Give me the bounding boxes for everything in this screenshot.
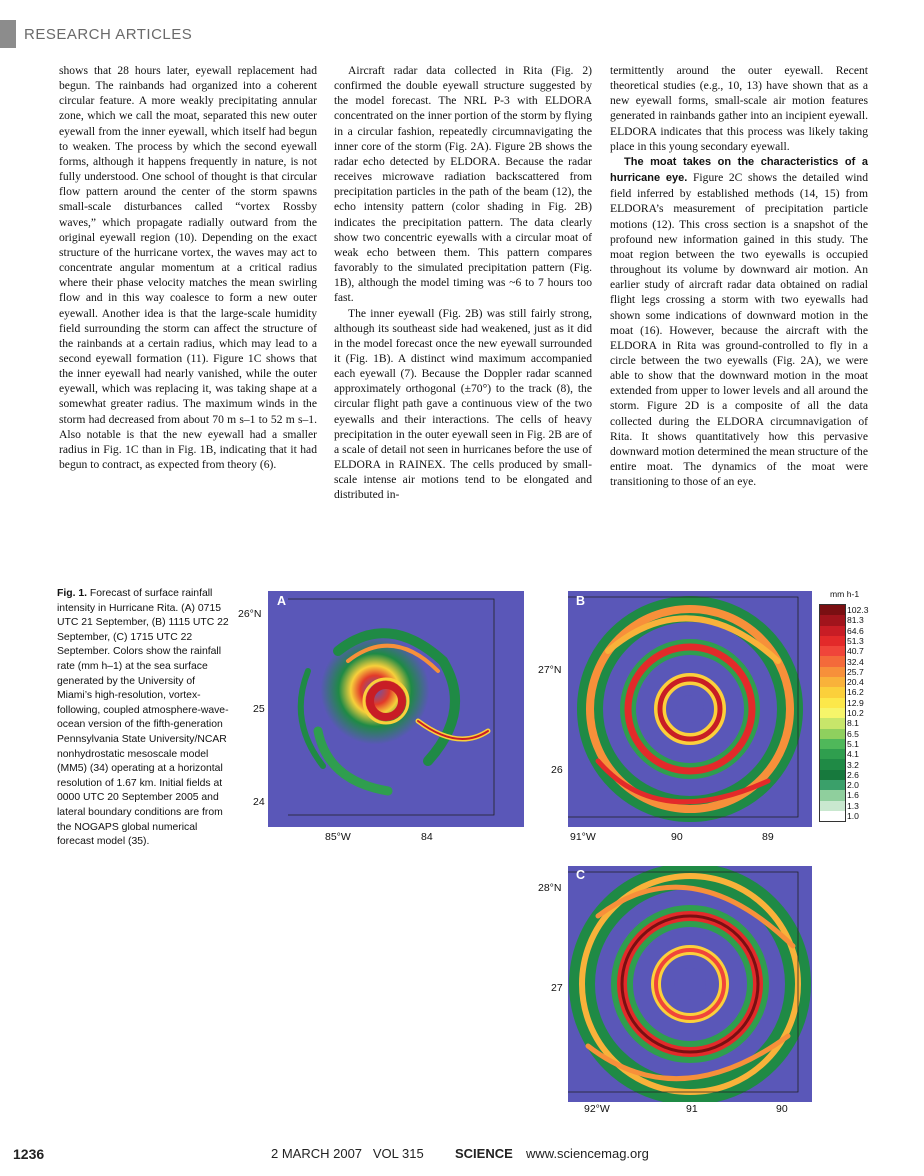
figure-caption-text: Forecast of surface rainfall intensity in Hurricane Rita. (A) 0715 UTC 21 September, (B) 1115 UTC 22 September, (C) 1715 UTC 22 September. Colors show the rainfall rate (mm h–1) at the sea surface generated by the University of Miami’s high-resolution, vortex-following, coupled atmosphere-wave-ocean version of the fifth-generation Pennsylvania State University/NCAR nonhydrostatic mesoscale model (MM5) (34) operating at a horizontal resolution of 1.67 km. Initial fields at 0000 UTC 20 September 2005 and lateral boundary conditions are from the NOGAPS global numerical forecast model (35). bbox=[57, 588, 229, 848]
lon-label: 89 bbox=[762, 831, 774, 843]
journal-url: www.sciencemag.org bbox=[526, 1146, 649, 1161]
paragraph-lead bbox=[610, 154, 868, 489]
colorbar-level-label: 3.2 bbox=[847, 759, 859, 770]
journal-name: SCIENCE bbox=[455, 1146, 513, 1161]
text-column-3 bbox=[610, 63, 868, 489]
lat-label: 28°N bbox=[538, 882, 562, 894]
colorbar-swatch bbox=[820, 801, 845, 811]
lat-label: 24 bbox=[253, 796, 265, 808]
colorbar-swatch bbox=[820, 626, 845, 636]
colorbar bbox=[820, 605, 845, 821]
lead-in: The moat takes on the characteristics of a hurricane eye. bbox=[610, 155, 868, 185]
section-marker bbox=[0, 20, 16, 48]
colorbar-swatch bbox=[820, 698, 845, 708]
colorbar-level-label: 102.3 bbox=[847, 605, 869, 615]
paragraph-body: Figure 2C shows the detailed wind field inferred by established methods (14, 15) from ELDORA’s measurement of precipitation particle motions (12). This cross section is a snapshot of the profound new information gained in this study. The moat region between the two eyewalls is occupied throughout its volume by downward air motion. An earlier study of aircraft radar data obtained on radial flight legs crossing a storm with two eyewalls had shown some indications of downward motion in the moat (16). However, because the aircraft with the ELDORA in Rita was ground-controlled to fly in a circle between the two eyewalls (Fig. 2A), we were able to show that the downward motion in the moat extended from upper to lower levels and all around the storm. Figure 2D is a composite of all the data collected during the ELDORA circumnavigation of Rita. It shows quantitatively how this pervasive downward motion determined the mean structure of the entire moat. The dynamics of the moat were transitioning to those of an eye. bbox=[610, 171, 869, 489]
colorbar-swatch bbox=[820, 646, 845, 656]
text-column-1 bbox=[59, 63, 317, 472]
colorbar-level-label: 64.6 bbox=[847, 625, 864, 636]
lat-label: 27 bbox=[551, 982, 563, 994]
colorbar-level-label: 2.6 bbox=[847, 769, 859, 780]
colorbar-swatch bbox=[820, 687, 845, 697]
colorbar-level-label: 12.9 bbox=[847, 697, 864, 708]
colorbar-level-label: 25.7 bbox=[847, 666, 864, 677]
colorbar-level-label: 81.3 bbox=[847, 615, 864, 626]
colorbar-level-label: 1.0 bbox=[847, 811, 859, 821]
colorbar-swatch bbox=[820, 605, 845, 615]
colorbar-swatch bbox=[820, 667, 845, 677]
colorbar-swatch bbox=[820, 790, 845, 800]
rainfall-map-a bbox=[268, 591, 524, 827]
colorbar-swatch bbox=[820, 749, 845, 759]
lon-label: 90 bbox=[776, 1103, 788, 1115]
figure-caption bbox=[57, 587, 229, 850]
lon-label: 85°W bbox=[325, 831, 351, 843]
panel-label-a: A bbox=[277, 594, 287, 608]
text-column-2 bbox=[334, 63, 592, 503]
colorbar-level-label: 2.0 bbox=[847, 780, 859, 791]
lon-label: 91 bbox=[686, 1103, 698, 1115]
lat-label: 25 bbox=[253, 703, 265, 715]
rainfall-map-b bbox=[568, 591, 812, 827]
colorbar-swatch bbox=[820, 759, 845, 769]
rainfall-map-c bbox=[568, 866, 812, 1102]
lon-label: 92°W bbox=[584, 1103, 610, 1115]
figure-panel-b bbox=[568, 591, 812, 827]
lon-label: 91°W bbox=[570, 831, 596, 843]
lon-label: 84 bbox=[421, 831, 433, 843]
page-number: 1236 bbox=[13, 1146, 45, 1162]
lon-label: 90 bbox=[671, 831, 683, 843]
colorbar-swatch bbox=[820, 656, 845, 666]
colorbar-level-label: 6.5 bbox=[847, 728, 859, 739]
lat-label: 26°N bbox=[238, 608, 262, 620]
colorbar-level-label: 1.6 bbox=[847, 790, 859, 801]
colorbar-swatch bbox=[820, 615, 845, 625]
colorbar-level-label: 32.4 bbox=[847, 656, 864, 667]
paragraph: Aircraft radar data collected in Rita (Fig. 2) confirmed the double eyewall structure suggested by the model forecast. The NRL P-3 with ELDORA concentrated on the inner portion of the storm by flying in a circular fashion, repeatedly circumnavigating the inner core of the storm (Fig. 2A). Figure 2B shows the radar echo detected by ELDORA. Because the radar receives microwave radiation backscattered from precipitation particles in the path of the beam (12), the echo intensity pattern (color shading in Fig. 2B) indicates the precipitation pattern. The data clearly show two concentric eyewalls with a circular moat of weak echo between them. This pattern compares favorably to the simulated precipitation pattern (Fig. 1B), although the model timing was ~6 to 7 hours too fast. bbox=[334, 64, 592, 305]
colorbar-level-label: 16.2 bbox=[847, 687, 864, 698]
colorbar-swatch bbox=[820, 780, 845, 790]
colorbar-level-label: 1.3 bbox=[847, 800, 859, 811]
section-label: RESEARCH ARTICLES bbox=[24, 26, 193, 43]
colorbar-swatch bbox=[820, 708, 845, 718]
colorbar-level-label: 20.4 bbox=[847, 677, 864, 688]
colorbar-swatch bbox=[820, 677, 845, 687]
paragraph: shows that 28 hours later, eyewall replacement had begun. The rainbands had organized into a coherent circular feature. A more weakly precipitating annular zone, which we call the moat, separated this new outer eyewall from the inner eyewall, which itself had begun to weaken. The process by which the second eyewall forms, although it happens frequently in nature, is not fully understood. One school of thought is that circular flow pattern around the center of the storm spawns small-scale disturbances called “vortex Rossby waves,” which propagate radially outward from the original eyewall region (10). Depending on the exact structure of the hurricane vortex, the waves may act to concentrate angular momentum at a critical radius where their phase velocity matches the mean swirling flow and in this way coalesce to form a new outer eyewall. Another idea is that the large-scale humidity field surrounding the storm can affect the structure of the rainbands at a certain radius, which may lead to a second eyewall formation (11). Figure 1C shows that the inner eyewall had nearly vanished, while the outer eyewall, which was replacing it, was taking shape at a somewhat greater radius. The maximum winds in the storm had decreased from about 70 m s–1 to 52 m s–1. Also notable is that the new eyewall had a smaller radius in Fig. 1C than in Fig. 1B, indicating that it had begun to contract, as expected from theory (6). bbox=[59, 64, 317, 472]
issue-info: 2 MARCH 2007 VOL 315 bbox=[271, 1146, 424, 1161]
colorbar-swatch bbox=[820, 770, 845, 780]
figure-label: Fig. 1. bbox=[57, 588, 88, 599]
colorbar-level-label: 51.3 bbox=[847, 635, 864, 646]
colorbar-level-label: 4.1 bbox=[847, 749, 859, 760]
lat-label: 27°N bbox=[538, 664, 562, 676]
colorbar-unit: mm h-1 bbox=[830, 589, 860, 599]
colorbar-swatch bbox=[820, 636, 845, 646]
figure-panel-c bbox=[568, 866, 812, 1102]
paragraph: termittently around the outer eyewall. Recent theoretical studies (e.g., 10, 13) have shown that as a new eyewall forms, small-scale air motion features generated in rainbands gather into an incipient eyewall. ELDORA indicates that this process was likely taking place in this young secondary eyewall. bbox=[610, 64, 868, 153]
panel-label-b: B bbox=[576, 594, 586, 608]
colorbar-swatch bbox=[820, 739, 845, 749]
colorbar-level-label: 5.1 bbox=[847, 738, 859, 749]
colorbar-level-label: 10.2 bbox=[847, 708, 864, 718]
figure-panel-a bbox=[268, 591, 524, 827]
colorbar-swatch bbox=[820, 729, 845, 739]
colorbar-level-label: 40.7 bbox=[847, 646, 864, 657]
colorbar-swatch bbox=[820, 718, 845, 728]
colorbar-swatch bbox=[820, 811, 845, 821]
lat-label: 26 bbox=[551, 764, 563, 776]
panel-label-c: C bbox=[576, 868, 586, 882]
paragraph: The inner eyewall (Fig. 2B) was still fairly strong, although its southeast side had weakened, just as it did in the model forecast once the new eyewall surrounded it (Fig. 1B). A distinct wind maximum accompanied each eyewall (7). Because the Doppler radar scanned approximately orthogonal (±70°) to the track (8), the circular flight path gave a continuous view of the two eyewalls and their interactions. The cells of heavy precipitation in the outer eyewall seen in Fig. 2B are of a scale of detail not seen in hurricanes before the use of ELDORA in RAINEX. The cells produced by small-scale intense air motions tend to be elongated and distributed in- bbox=[334, 306, 592, 502]
colorbar-level-label: 8.1 bbox=[847, 718, 859, 729]
